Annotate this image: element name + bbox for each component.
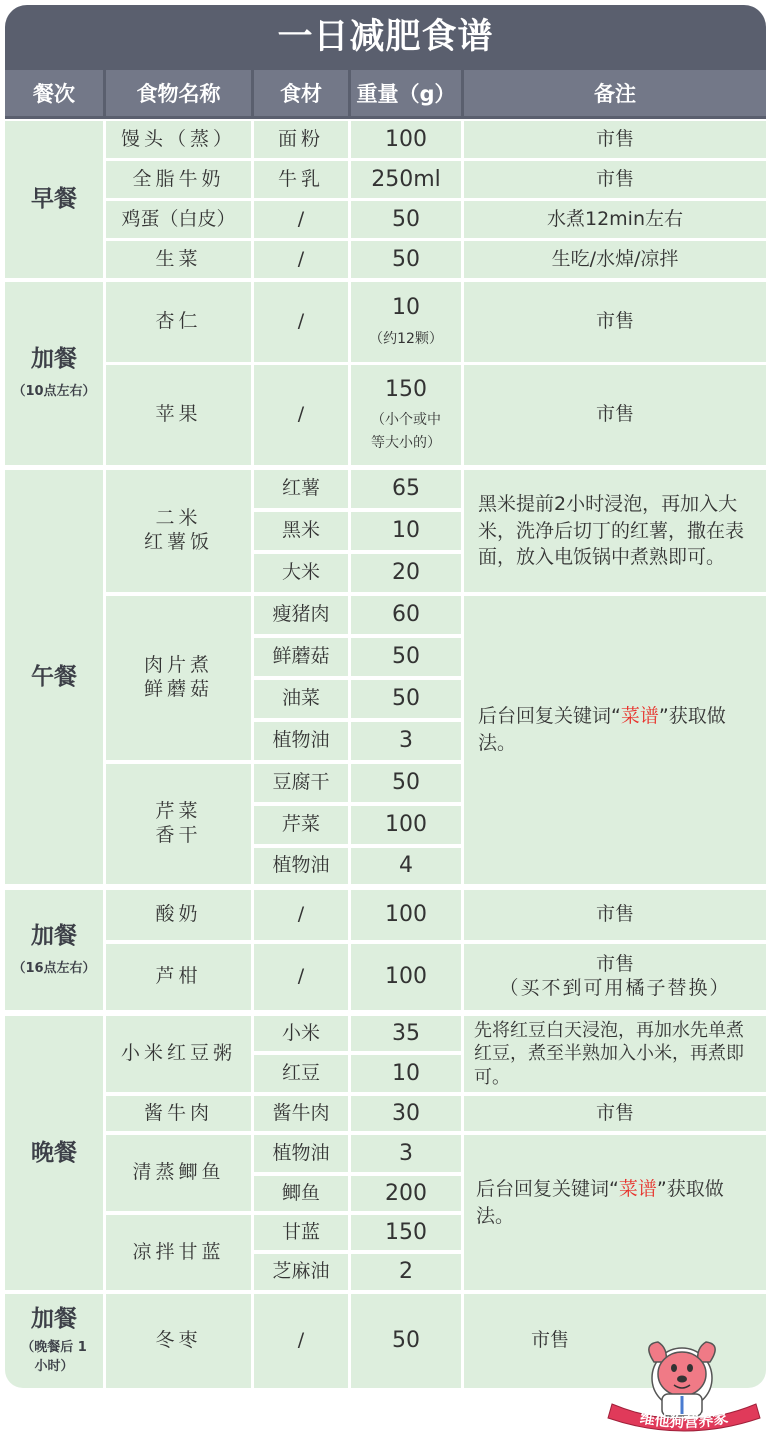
ingredient-cell: 红薯 (254, 470, 348, 508)
weight-cell (351, 282, 461, 362)
ingredient-cell: 甘蓝 (254, 1215, 348, 1250)
food-name-cell: 冬枣 (106, 1294, 251, 1388)
ingredient-cell: 芝麻油 (254, 1254, 348, 1290)
meal-label: 加餐 (31, 922, 77, 949)
weight-cell: 30 (351, 1096, 461, 1131)
ingredient-cell: 油菜 (254, 680, 348, 718)
ingredient-cell: 芹菜 (254, 806, 348, 844)
ingredient-cell: 面粉 (254, 121, 348, 158)
ingredient-cell: 豆腐干 (254, 764, 348, 802)
ingredient-cell: 植物油 (254, 848, 348, 884)
food-name-cell: 鸡蛋（白皮） (106, 201, 251, 238)
ingredient-cell: 植物油 (254, 722, 348, 760)
ingredient-cell: 酱牛肉 (254, 1096, 348, 1131)
ingredient-cell: 鲫鱼 (254, 1176, 348, 1211)
weight-value: 10 (392, 295, 420, 321)
note-cell: 先将红豆白天浸泡，再加水先单煮红豆，煮至半熟加入小米，再煮即可。 (464, 1016, 766, 1092)
weight-cell: 20 (351, 554, 461, 592)
weight-note: （约12颗） (369, 330, 443, 347)
weight-cell: 150 (351, 1215, 461, 1250)
weight-cell: 200 (351, 1176, 461, 1211)
note-text-secondary: （买不到可用橘子替换） (499, 977, 731, 999)
note-cell: 市售 (464, 365, 766, 465)
meal-time-note: （10点左右） (12, 384, 96, 400)
weight-value: 150 (385, 376, 427, 402)
ingredient-cell: / (254, 1294, 348, 1388)
ingredient-cell: / (254, 201, 348, 238)
weight-cell: 50 (351, 1294, 461, 1388)
weight-cell: 4 (351, 848, 461, 884)
weight-cell: 100 (351, 890, 461, 940)
header-weight: 重量（g） (351, 70, 461, 116)
weight-cell: 100 (351, 944, 461, 1010)
weight-cell: 3 (351, 1135, 461, 1172)
ingredient-cell: / (254, 944, 348, 1010)
ingredient-cell: 黑米 (254, 512, 348, 550)
weight-cell: 50 (351, 241, 461, 278)
meal-label: 早餐 (31, 186, 77, 213)
meal-time-note: （晚餐后 1小时） (21, 1339, 87, 1375)
meal-time-note: （16点左右） (12, 960, 96, 976)
note-cell: 市售 (464, 161, 766, 198)
note-cell: 水煮12min左右 (464, 201, 766, 238)
header-ingredient: 食材 (254, 70, 348, 116)
header-food-name: 食物名称 (106, 70, 251, 116)
meal-snack-afternoon (5, 890, 103, 1010)
weight-cell: 2 (351, 1254, 461, 1290)
ingredient-cell: / (254, 282, 348, 362)
weight-cell: 100 (351, 121, 461, 158)
meal-snack-morning (5, 282, 103, 465)
food-name-cell: 芦柑 (106, 944, 251, 1010)
food-name-cell: 肉片煮 鲜蘑菇 (106, 596, 251, 760)
note-cell: 市售 (464, 1294, 766, 1388)
meal-snack-evening (5, 1294, 103, 1388)
meal-label: 加餐 (31, 346, 77, 373)
food-name-cell: 苹果 (106, 365, 251, 465)
note-cell: 市售 (464, 890, 766, 940)
note-cell: 市售 (464, 1096, 766, 1131)
weight-cell: 50 (351, 680, 461, 718)
recipe-keyword-note: 后台回复关键词“菜谱”获取做法。 (478, 705, 726, 754)
recipe-keyword-note: 后台回复关键词“菜谱”获取做法。 (476, 1177, 724, 1227)
ingredient-cell: / (254, 890, 348, 940)
note-cell (464, 596, 766, 884)
weight-cell: 10 (351, 1055, 461, 1092)
food-name-cell: 酸奶 (106, 890, 251, 940)
ingredient-cell: / (254, 365, 348, 465)
meal-lunch (5, 470, 103, 884)
weight-cell: 50 (351, 638, 461, 676)
food-name-cell: 杏仁 (106, 282, 251, 362)
ingredient-cell: 红豆 (254, 1055, 348, 1092)
weight-cell: 65 (351, 470, 461, 508)
note-text: 市售 (595, 953, 634, 976)
ingredient-cell: 牛乳 (254, 161, 348, 198)
header-notes: 备注 (464, 70, 766, 116)
note-cell: 黑米提前2小时浸泡，再加入大米，洗净后切丁的红薯，撒在表面，放入电饭锅中煮熟即可。 (464, 470, 766, 592)
header-meal: 餐次 (5, 70, 103, 116)
weight-cell: 50 (351, 201, 461, 238)
note-cell (464, 1135, 766, 1290)
food-name-cell: 二米 红薯饭 (106, 470, 251, 592)
weight-cell: 100 (351, 806, 461, 844)
page-title: 一日减肥食谱 (277, 17, 494, 57)
weight-cell: 3 (351, 722, 461, 760)
meal-label: 午餐 (31, 663, 77, 690)
food-name-cell: 酱牛肉 (106, 1096, 251, 1131)
ingredient-cell: 植物油 (254, 1135, 348, 1172)
mascot-logo-icon (604, 1338, 764, 1434)
weight-cell: 35 (351, 1016, 461, 1051)
ingredient-cell: 瘦猪肉 (254, 596, 348, 634)
ingredient-cell: / (254, 241, 348, 278)
note-cell: 市售 (464, 282, 766, 362)
weight-cell: 10 (351, 512, 461, 550)
note-cell: 生吃/水焯/凉拌 (464, 241, 766, 278)
meal-label: 加餐 (31, 1306, 77, 1333)
weight-cell: 250ml (351, 161, 461, 198)
meal-breakfast (5, 121, 103, 278)
food-name-cell: 清蒸鲫鱼 (106, 1135, 251, 1211)
mascot-ribbon-text: 维他狗营养家 (638, 1408, 730, 1432)
note-cell: 市售 (464, 121, 766, 158)
food-name-cell: 芹菜 香干 (106, 764, 251, 884)
food-name-cell: 凉拌甘蓝 (106, 1215, 251, 1290)
food-name-cell: 馒头（蒸） (106, 121, 251, 158)
keyword-highlight: 菜谱 (618, 1177, 657, 1200)
ingredient-cell: 鲜蘑菇 (254, 638, 348, 676)
ingredient-cell: 大米 (254, 554, 348, 592)
note-cell (464, 944, 766, 1010)
food-name-cell: 小米红豆粥 (106, 1016, 251, 1092)
weight-cell: 50 (351, 764, 461, 802)
meal-dinner (5, 1016, 103, 1290)
weight-note: （小个或中等大小的） (371, 412, 441, 451)
weight-cell: 60 (351, 596, 461, 634)
keyword-highlight: 菜谱 (620, 705, 659, 728)
weight-cell (351, 365, 461, 465)
ingredient-cell: 小米 (254, 1016, 348, 1051)
food-name-cell: 生菜 (106, 241, 251, 278)
food-name-cell: 全脂牛奶 (106, 161, 251, 198)
meal-label: 晚餐 (31, 1139, 77, 1166)
